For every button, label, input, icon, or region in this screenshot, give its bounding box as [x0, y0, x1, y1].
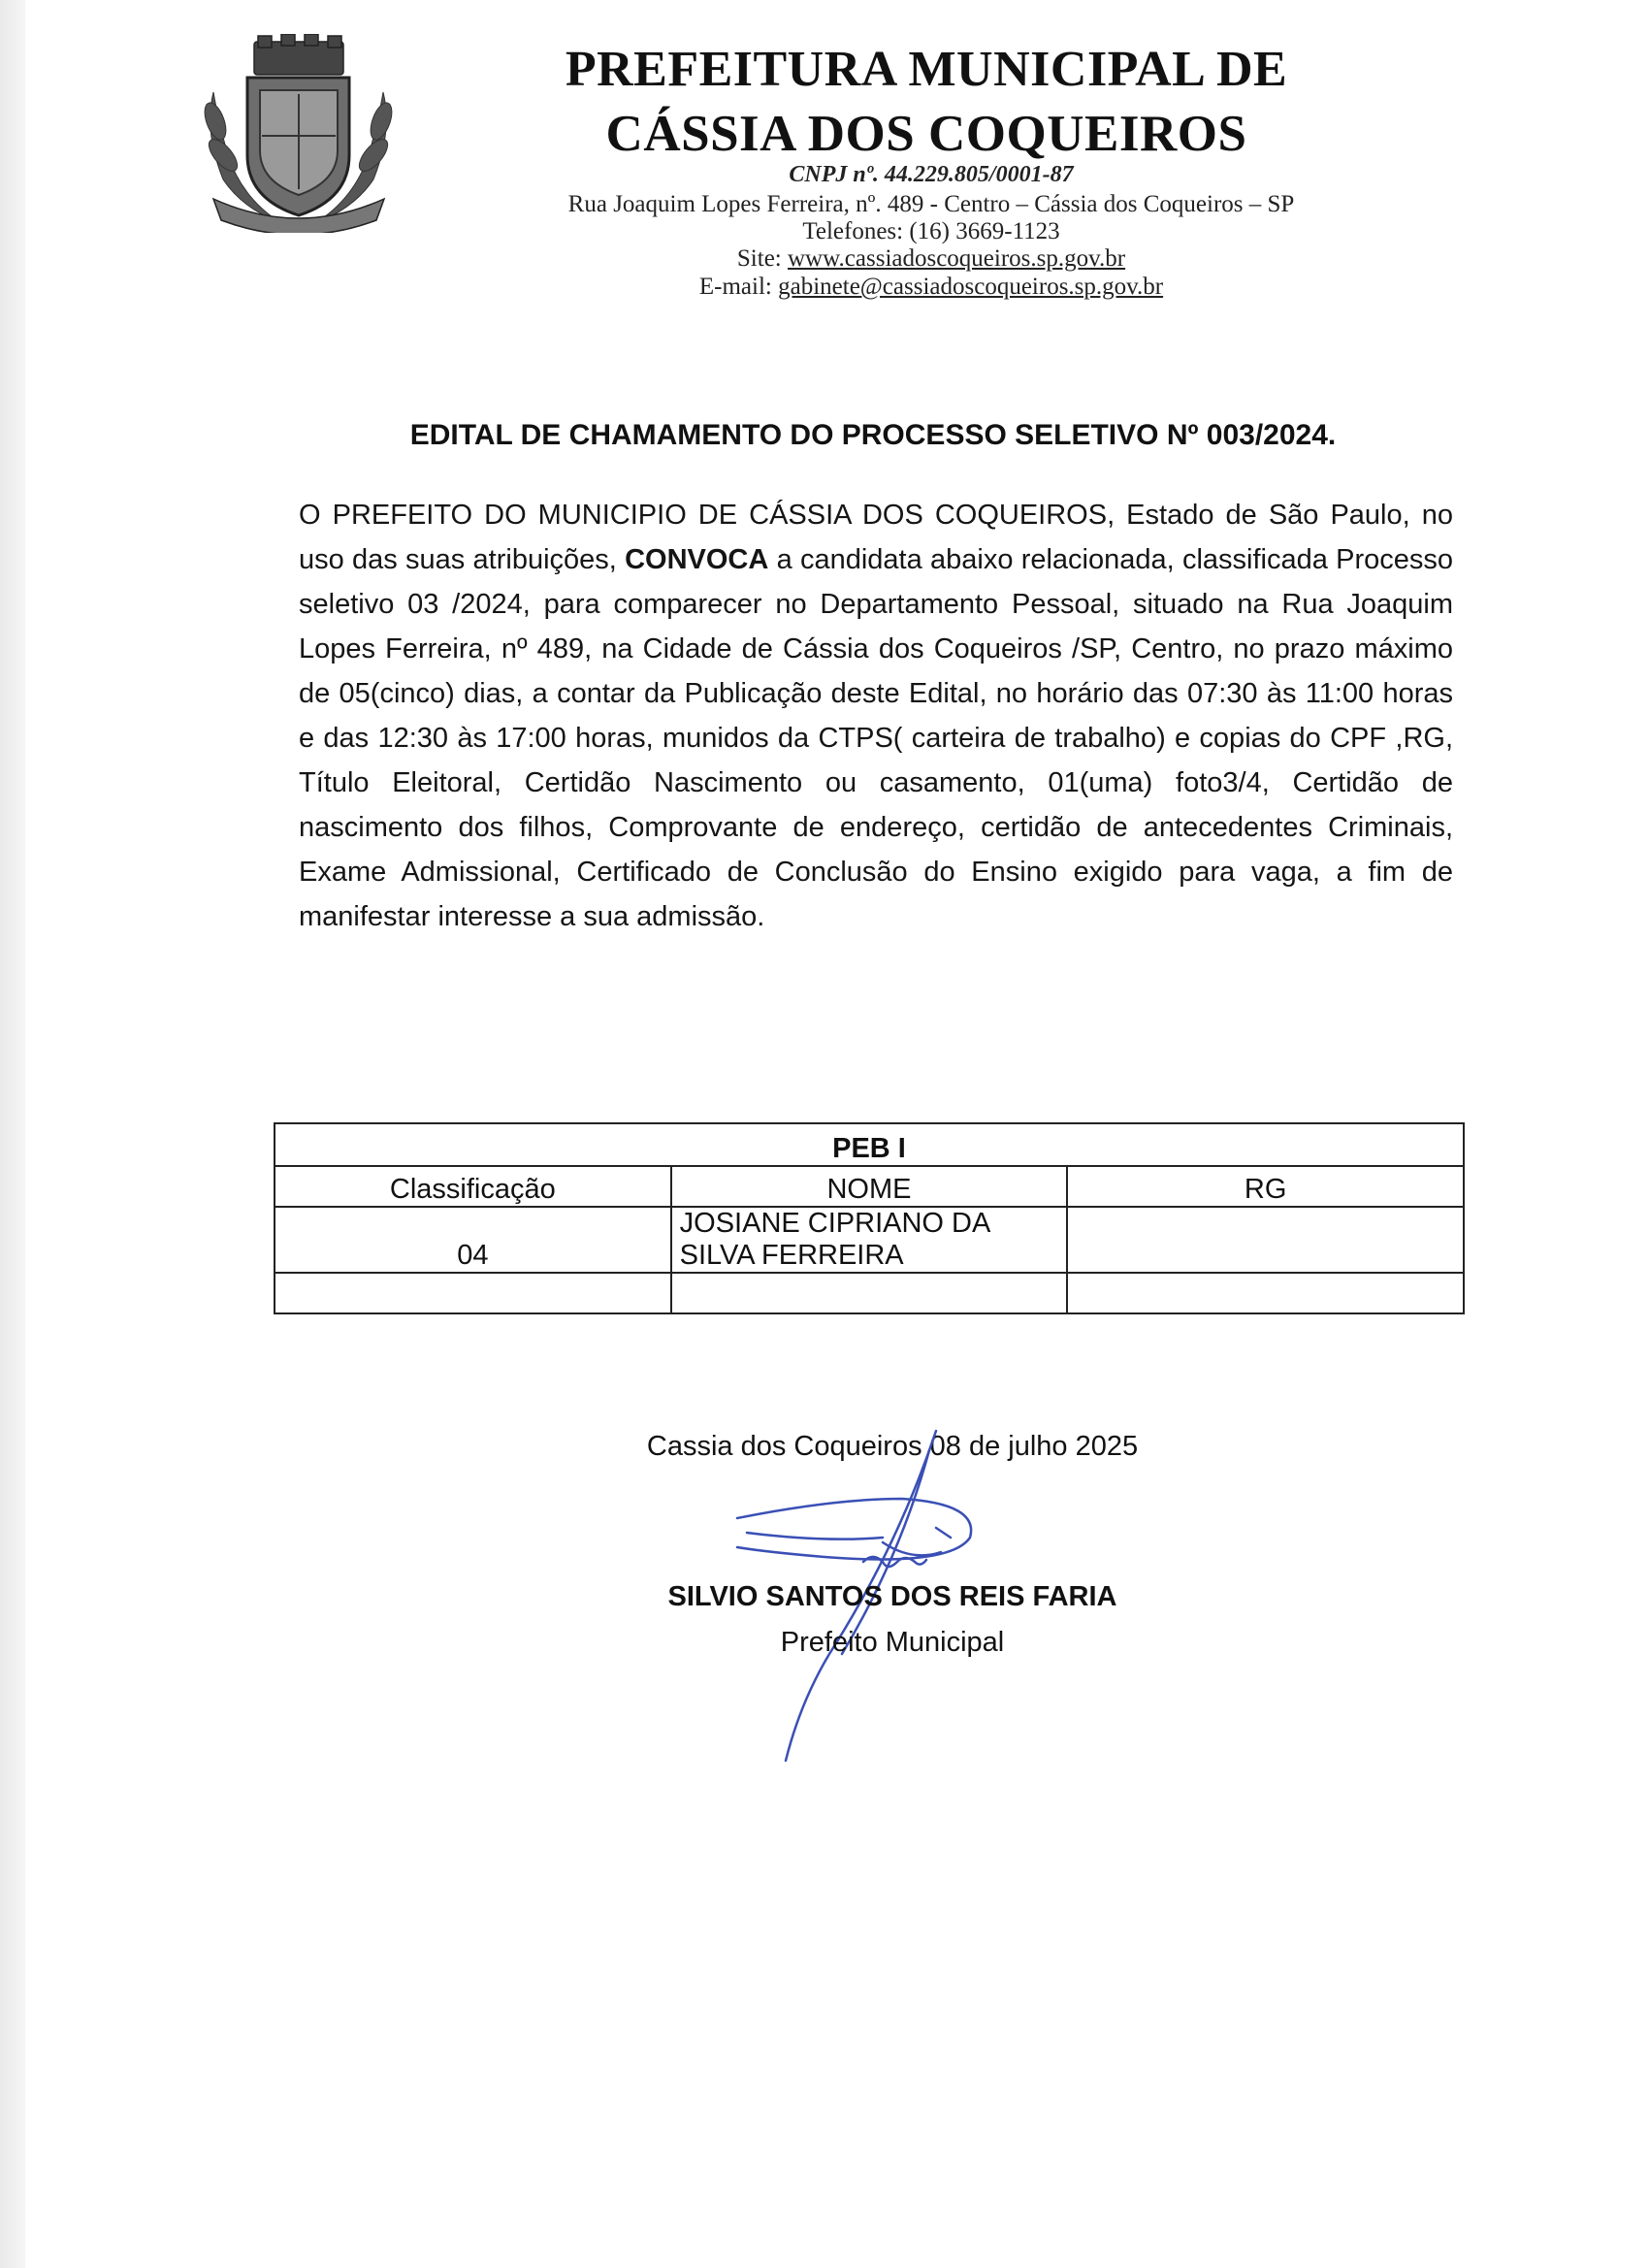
place-date: Cassia dos Coqueiros 08 de julho 2025 — [646, 1431, 1139, 1462]
email-label: E-mail: — [698, 274, 779, 300]
col-nome: NOME — [671, 1166, 1068, 1207]
scan-edge — [0, 0, 25, 2268]
table-caption: PEB I — [275, 1123, 1464, 1166]
cell-classificacao — [275, 1273, 671, 1313]
table-header-row — [275, 1166, 1464, 1207]
candidates-table — [274, 1122, 1465, 1314]
col-rg: RG — [1067, 1166, 1464, 1207]
document-body — [299, 493, 1453, 939]
org-site — [388, 246, 1474, 271]
cell-nome: JOSIANE CIPRIANO DA SILVA FERREIRA — [671, 1207, 1068, 1273]
table-row — [275, 1273, 1464, 1313]
org-name-line1: PREFEITURA MUNICIPAL DE — [565, 42, 1288, 97]
signer-name: SILVIO SANTOS DOS REIS FARIA — [667, 1581, 1117, 1612]
site-label: Site: — [736, 245, 788, 272]
body-text-part1: O PREFEITO DO MUNICIPIO DE CÁSSIA DOS COQUEIROS, Estado de São Paulo, no uso das suas atribuições, — [299, 500, 1453, 575]
org-cnpj: CNPJ nº. 44.229.805/0001-87 — [789, 162, 1074, 187]
org-address: Rua Joaquim Lopes Ferreira, nº. 489 - Centro – Cássia dos Coqueiros – SP — [567, 191, 1295, 217]
site-link[interactable]: www.cassiadoscoqueiros.sp.gov.br — [788, 245, 1126, 272]
cell-classificacao: 04 — [275, 1207, 671, 1273]
col-classificacao: Classificação — [275, 1166, 671, 1207]
org-email — [388, 275, 1474, 299]
body-text-bold: CONVOCA — [625, 544, 769, 575]
document-title: EDITAL DE CHAMAMENTO DO PROCESSO SELETIVO Nº 003/2024. — [409, 419, 1337, 451]
cell-rg — [1067, 1207, 1464, 1273]
table-caption-row — [275, 1123, 1464, 1166]
municipal-coat-of-arms-icon — [194, 34, 403, 233]
table-row — [275, 1207, 1464, 1273]
body-text-part2: a candidata abaixo relacionada, classificada Processo seletivo 03 /2024, para comparecer no Departamento Pessoal, situado na Rua Joaquim Lopes Ferreira, nº 489, na Cidade de Cássia dos Coqueiros /SP, Centro, no prazo máximo de 05(cinco) dias, a contar da Publicação deste Edital, no horário das 07:30 às 11:00 horas e das 12:30 às 17:00 horas, munidos da CTPS( carteira de trabalho) e copias do CPF ,RG, Título Eleitoral, Certidão Nascimento ou casamento, 01(uma) foto3/4, Certidão de nascimento dos filhos, Comprovante de endereço, certidão de antecedentes Criminais, Exame Admissional, Certificado de Conclusão do Ensino exigido para vaga, a fim de manifestar interesse a sua admissão. — [299, 544, 1453, 932]
cell-rg — [1067, 1273, 1464, 1313]
org-phone: Telefones: (16) 3669-1123 — [802, 218, 1060, 244]
email-link[interactable]: gabinete@cassiadoscoqueiros.sp.gov.br — [778, 274, 1164, 300]
org-name-line2: CÁSSIA DOS COQUEIROS — [605, 106, 1247, 162]
signer-role: Prefeito Municipal — [780, 1627, 1005, 1658]
cell-nome — [671, 1273, 1068, 1313]
